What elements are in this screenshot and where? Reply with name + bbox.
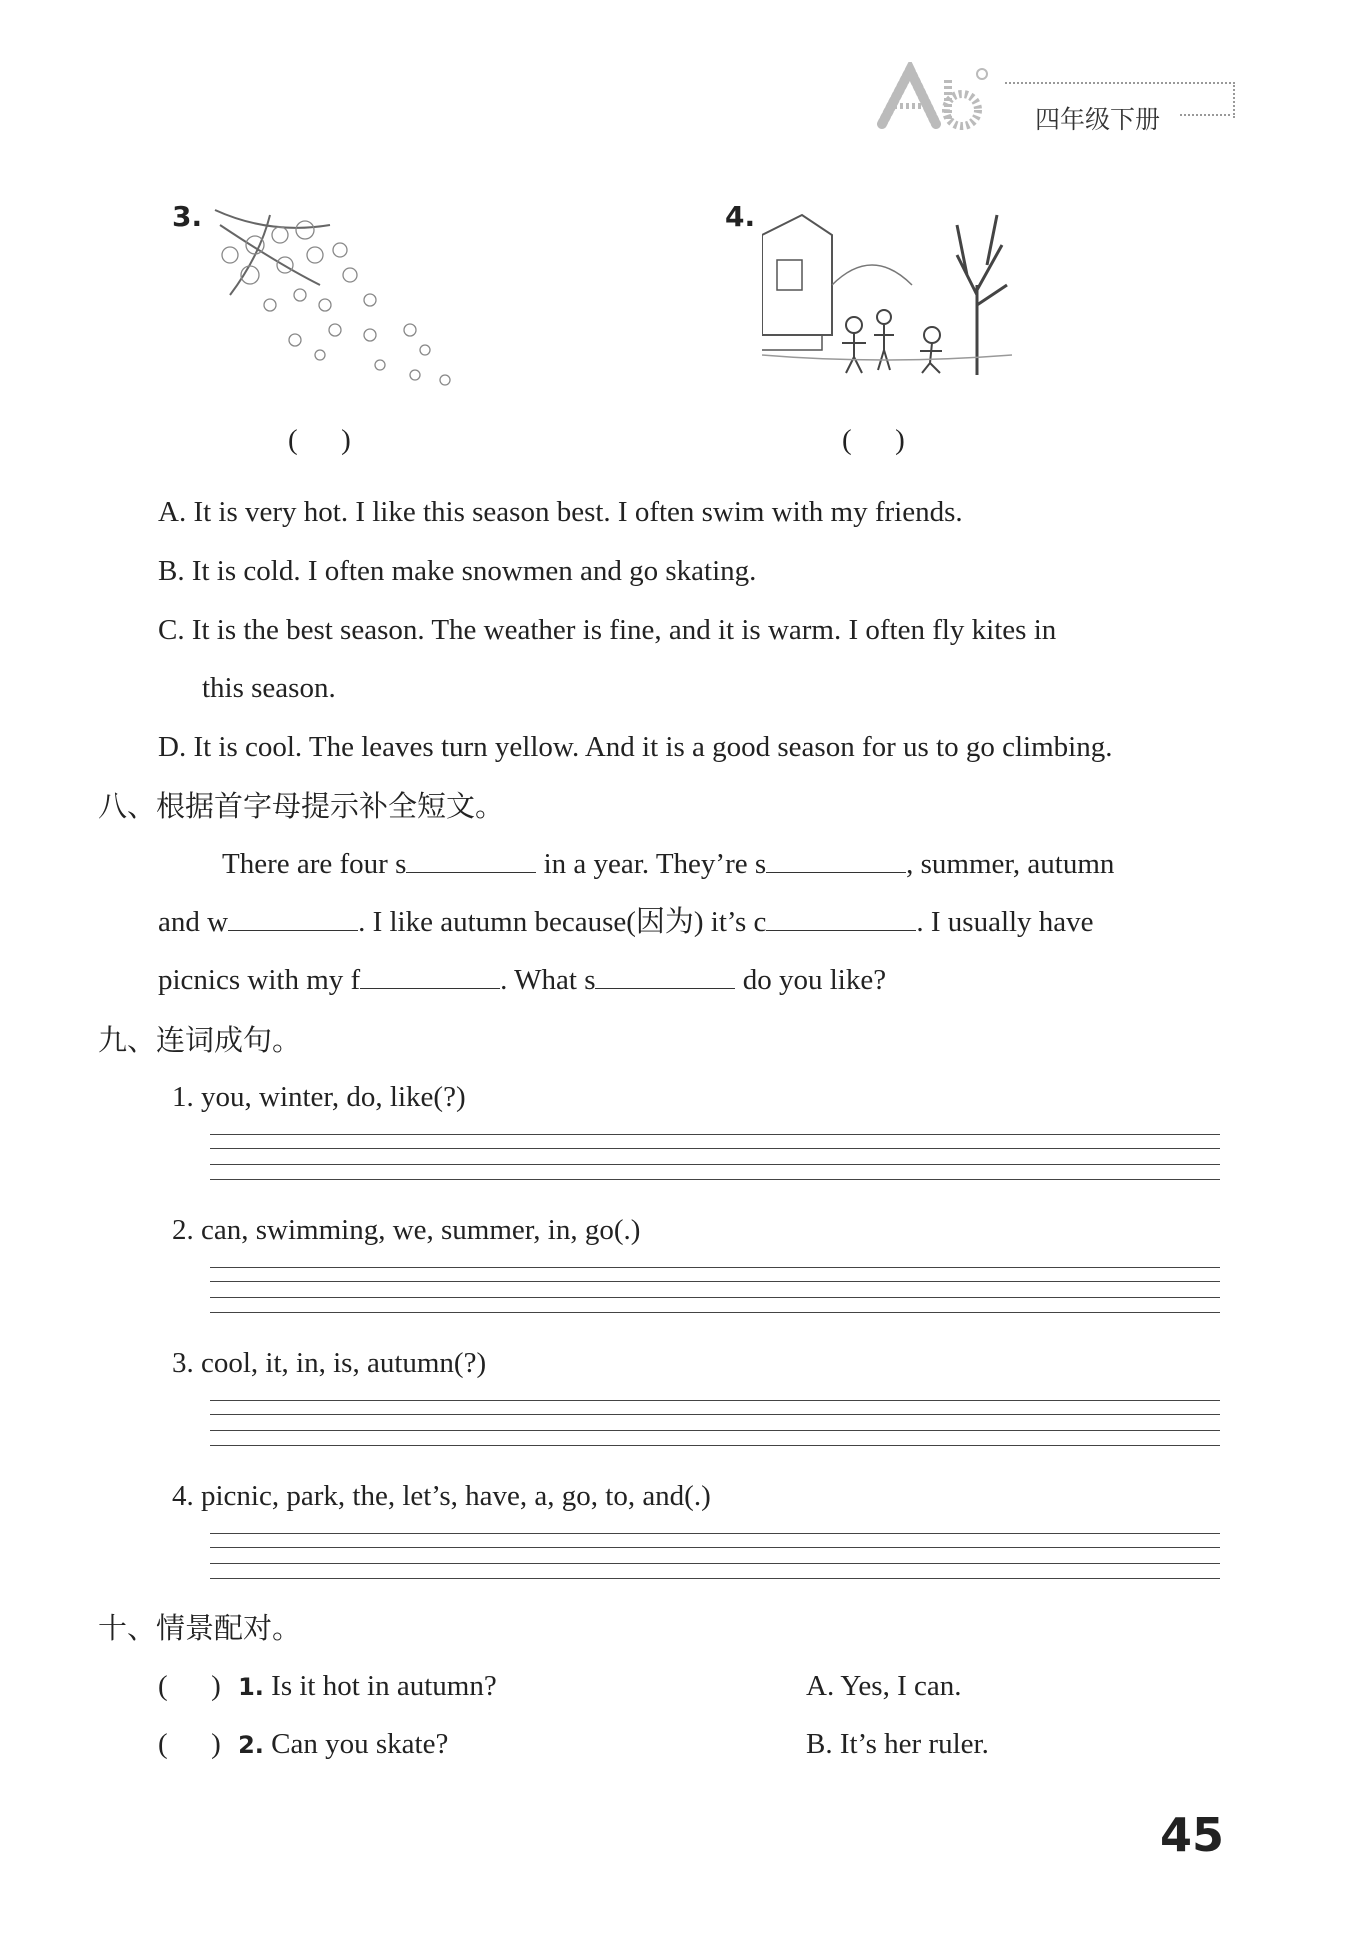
blank-season[interactable] xyxy=(595,962,735,989)
match-answer-b: B. It’s her ruler. xyxy=(806,1728,989,1760)
item-number: 4. xyxy=(172,1480,194,1512)
cloze-text: , summer, autumn xyxy=(906,848,1115,880)
option-d: D. It is cool. The leaves turn yellow. And it is a good season for us to go climbing. xyxy=(158,731,1113,763)
blank-friends[interactable] xyxy=(360,962,500,989)
answer-paren[interactable]: ( ) xyxy=(158,1728,221,1760)
cloze-text: . What s xyxy=(500,964,596,996)
question-number: 1. xyxy=(238,1673,264,1701)
section-8-title: 八、根据首字母提示补全短文。 xyxy=(98,789,505,823)
option-c-line1: C. It is the best season. The weather is fine, and it is warm. I often fly kites in xyxy=(158,614,1057,646)
item-number: 1. xyxy=(172,1081,194,1113)
picture-4-answer-paren[interactable]: ( ) xyxy=(842,424,905,456)
cloze-text: picnics with my f xyxy=(158,964,361,996)
item-number: 2. xyxy=(172,1214,194,1246)
match-answer-a: A. Yes, I can. xyxy=(806,1670,962,1702)
unscramble-item-2 xyxy=(172,1212,640,1248)
winter-snow-picture xyxy=(762,205,1012,380)
unscramble-item-4 xyxy=(172,1478,711,1514)
unscramble-item-3 xyxy=(172,1345,486,1381)
cloze-line-1 xyxy=(222,846,1114,882)
picture-4-label: 4. xyxy=(725,200,756,233)
option-c-line2: this season. xyxy=(202,672,336,704)
option-a: A. It is very hot. I like this season best. I often swim with my friends. xyxy=(158,496,963,528)
question-number: 2. xyxy=(238,1731,264,1759)
blank-seasons[interactable] xyxy=(406,846,536,873)
item-words: cool, it, in, is, autumn(?) xyxy=(201,1347,487,1379)
question-text: Can you skate? xyxy=(271,1728,449,1760)
item-number: 3. xyxy=(172,1347,194,1379)
cloze-text: There are four s xyxy=(222,848,407,880)
writing-lines-2[interactable] xyxy=(210,1267,1220,1313)
blank-winter[interactable] xyxy=(228,904,358,931)
writing-lines-4[interactable] xyxy=(210,1533,1220,1579)
picture-3-label: 3. xyxy=(172,200,203,233)
match-row-1 xyxy=(158,1668,497,1705)
blank-cool[interactable] xyxy=(766,904,916,931)
writing-lines-1[interactable] xyxy=(210,1134,1220,1180)
question-text: Is it hot in autumn? xyxy=(271,1670,497,1702)
header-dotted-line xyxy=(1180,114,1230,116)
cloze-text: and w xyxy=(158,906,229,938)
grade-label: 四年级下册 xyxy=(1035,105,1161,134)
blank-spring[interactable] xyxy=(766,846,906,873)
item-words: can, swimming, we, summer, in, go(.) xyxy=(201,1214,641,1246)
cloze-text: . I usually have xyxy=(916,906,1094,938)
answer-paren[interactable]: ( ) xyxy=(158,1670,221,1702)
falling-leaves-picture xyxy=(210,205,470,395)
cloze-text: in a year. They’re s xyxy=(536,848,767,880)
option-b: B. It is cold. I often make snowmen and go skating. xyxy=(158,555,757,587)
unscramble-item-1 xyxy=(172,1079,466,1115)
section-10-title: 十、情景配对。 xyxy=(98,1611,302,1645)
item-words: you, winter, do, like(?) xyxy=(201,1081,466,1113)
item-words: picnic, park, the, let’s, have, a, go, to, and(.) xyxy=(201,1480,711,1512)
ab-logo xyxy=(870,62,1000,134)
cloze-line-3 xyxy=(158,962,886,998)
writing-lines-3[interactable] xyxy=(210,1400,1220,1446)
cloze-text: . I like autumn because(因为) it’s c xyxy=(358,906,767,938)
page-number: 45 xyxy=(1160,1808,1225,1862)
picture-3-answer-paren[interactable]: ( ) xyxy=(288,424,351,456)
cloze-text: do you like? xyxy=(735,964,887,996)
cloze-line-2 xyxy=(158,904,1094,940)
match-row-2 xyxy=(158,1726,448,1763)
section-9-title: 九、连词成句。 xyxy=(98,1023,302,1057)
